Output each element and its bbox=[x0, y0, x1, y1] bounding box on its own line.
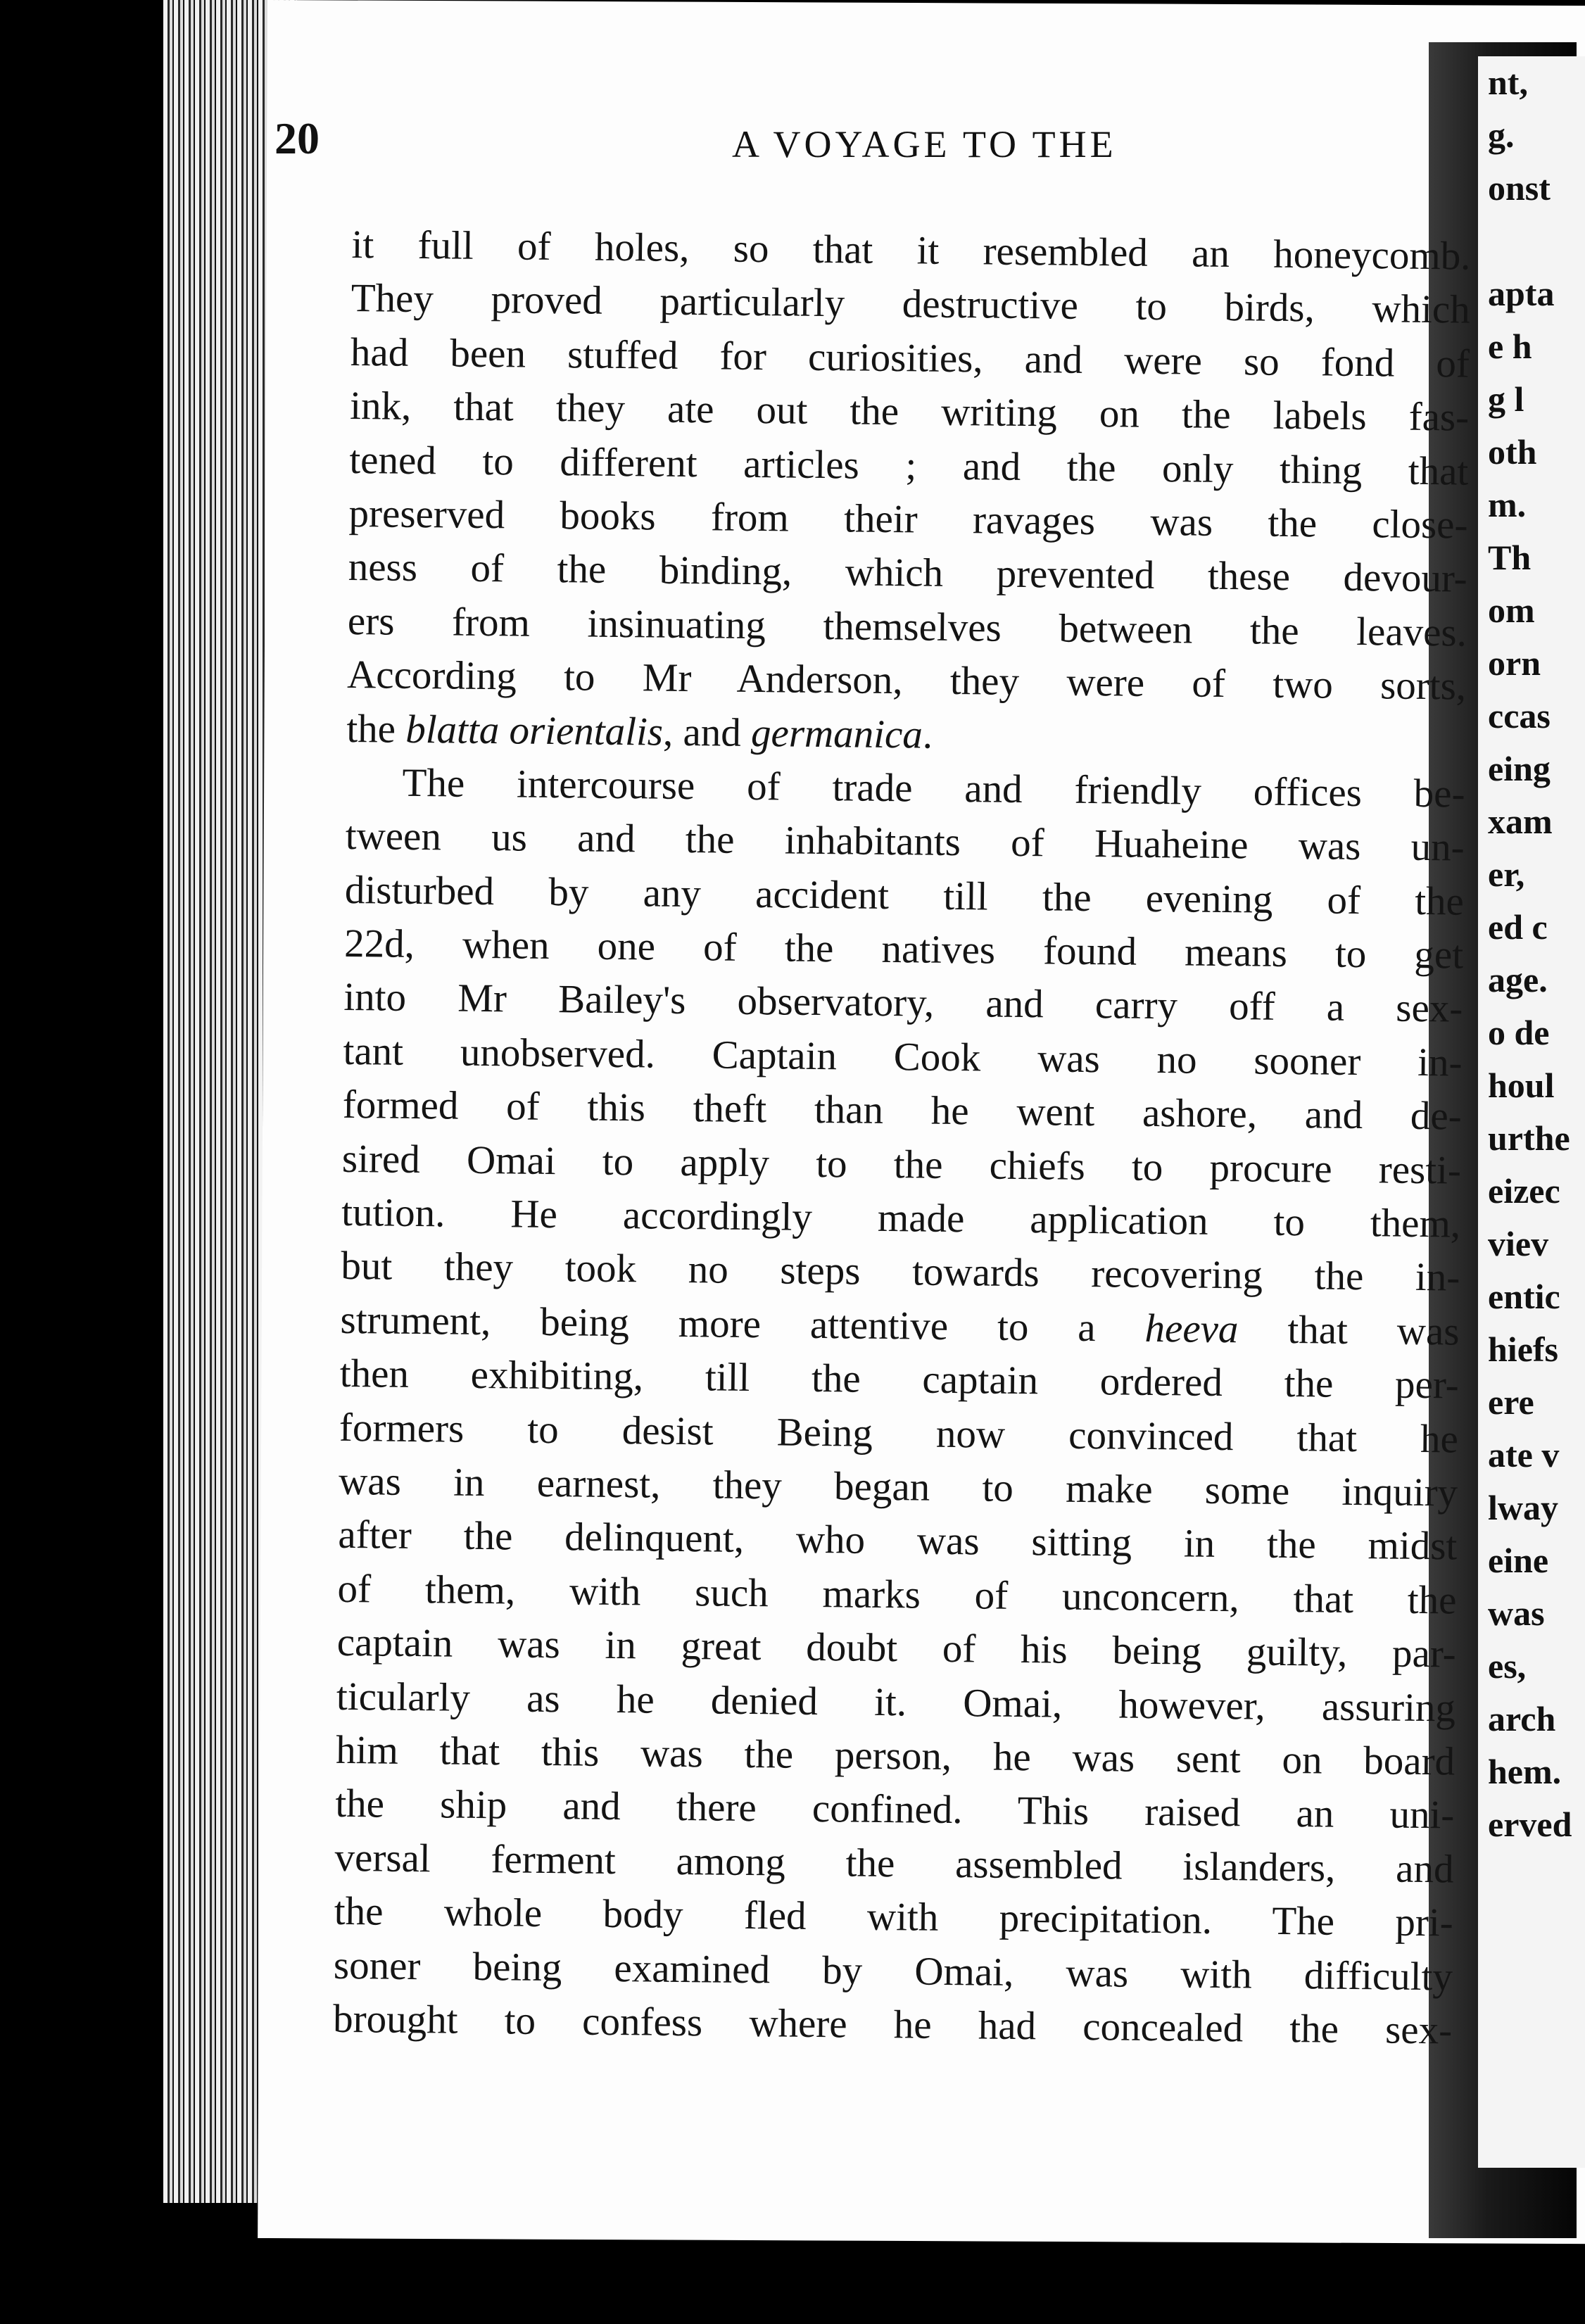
facing-page-fragment: eizec bbox=[1488, 1171, 1560, 1211]
facing-page-fragment bbox=[1478, 215, 1585, 267]
text-fragment: . bbox=[922, 712, 933, 757]
text-line: ticularly as he denied it. Omai, however, assuring bbox=[336, 1674, 1456, 1731]
text-line: ink, that they ate out the writing on the labels fas- bbox=[349, 384, 1470, 440]
facing-page-fragment: es, bbox=[1488, 1646, 1527, 1686]
facing-page-fragment: g. bbox=[1488, 115, 1515, 155]
facing-page bbox=[1478, 56, 1585, 2168]
text-line: brought to confess where he had concealed the sex- bbox=[332, 1996, 1453, 2053]
facing-page-fragment: ate v bbox=[1488, 1435, 1560, 1474]
text-line: They proved particularly destructive to birds, which bbox=[351, 276, 1471, 333]
text-line: after the delinquent, who was sitting in the midst bbox=[338, 1513, 1458, 1569]
facing-page-fragment: ere bbox=[1488, 1382, 1534, 1422]
facing-page-fragment: m. bbox=[1488, 485, 1527, 524]
facing-page-fragment: hem. bbox=[1488, 1752, 1562, 1791]
text-line: ness of the binding, which prevented these devour- bbox=[348, 545, 1468, 601]
text-line: into Mr Bailey's observatory, and carry off a sex- bbox=[343, 975, 1463, 1032]
text-line: tution. He accordingly made application to them, bbox=[341, 1189, 1461, 1246]
facing-page-fragment: was bbox=[1488, 1593, 1545, 1633]
facing-page-fragment: om bbox=[1488, 591, 1535, 630]
facing-page-fragment: ccas bbox=[1488, 696, 1551, 735]
facing-page-fragment: o de bbox=[1488, 1013, 1550, 1052]
text-line: disturbed by any accident till the evening of the bbox=[344, 867, 1465, 924]
text-fragment: strument, being more attentive to a bbox=[340, 1297, 1145, 1351]
text-line: ers from insinuating themselves between the leaves. bbox=[347, 598, 1467, 655]
text-line: was in earnest, they began to make some inquiry bbox=[338, 1458, 1458, 1515]
facing-page-fragment: nt, bbox=[1488, 63, 1528, 102]
facing-page-fragment: oth bbox=[1488, 432, 1537, 472]
text-line: it full of holes, so that it resembled an honeycomb. bbox=[351, 222, 1471, 279]
text-line: the whole body fled with precipitation. The pri- bbox=[334, 1888, 1454, 1945]
body-text bbox=[333, 218, 1471, 2058]
running-head bbox=[274, 113, 1471, 169]
text-line: preserved books from their ravages was the close- bbox=[348, 491, 1468, 548]
facing-page-fragment: Th bbox=[1488, 538, 1532, 577]
text-line: the ship and there confined. This raised an uni- bbox=[335, 1781, 1455, 1838]
text-line: tant unobserved. Captain Cook was no sooner in- bbox=[343, 1028, 1463, 1085]
italic-term: germanica bbox=[750, 710, 923, 757]
facing-page-fragment: eing bbox=[1488, 749, 1551, 788]
text-fragment: , and bbox=[662, 709, 752, 755]
facing-page-fragment: er, bbox=[1488, 854, 1525, 894]
text-line: soner being examined by Omai, was with difficulty bbox=[333, 1943, 1453, 2000]
text-fragment: the bbox=[346, 706, 406, 752]
text-line: him that this was the person, he was sent on board bbox=[335, 1727, 1455, 1784]
text-line: captain was in great doubt of his being guilty, par- bbox=[336, 1620, 1457, 1676]
facing-page-fragment: xam bbox=[1488, 802, 1553, 841]
italic-term: blatta orientalis bbox=[405, 707, 664, 754]
facing-page-fragment: eine bbox=[1488, 1541, 1549, 1580]
text-line: versal ferment among the assembled islanders, and bbox=[334, 1835, 1454, 1892]
text-line: The intercourse of trade and friendly offices be- bbox=[402, 760, 1465, 816]
italic-term: heeva bbox=[1144, 1306, 1239, 1352]
text-line: of them, with such marks of unconcern, that the bbox=[337, 1566, 1457, 1623]
facing-page-fragment: ed c bbox=[1488, 907, 1548, 947]
facing-page-fragment: onst bbox=[1488, 168, 1551, 208]
page-number: 20 bbox=[274, 113, 320, 163]
text-line: tween us and the inhabitants of Huaheine was un- bbox=[345, 814, 1465, 870]
text-line: but they took no steps towards recovering the in- bbox=[341, 1244, 1460, 1300]
text-line: tened to different articles ; and the only thing that bbox=[349, 437, 1469, 494]
text-line: According to Mr Anderson, they were of two sorts, bbox=[346, 652, 1467, 709]
facing-page-fragment: age. bbox=[1488, 960, 1548, 999]
facing-page-fragment: e h bbox=[1488, 327, 1532, 366]
facing-page-fragment: lway bbox=[1488, 1488, 1558, 1527]
facing-page-fragment: erved bbox=[1488, 1805, 1572, 1844]
text-line: had been stuffed for curiosities, and were so fond of bbox=[350, 329, 1470, 386]
facing-page-fragment: houl bbox=[1488, 1066, 1555, 1105]
running-title: A VOYAGE TO THE bbox=[732, 123, 1117, 165]
facing-page-fragment: g l bbox=[1488, 379, 1524, 419]
text-line: formers to desist Being now convinced that he bbox=[339, 1405, 1459, 1462]
facing-page-fragment: orn bbox=[1488, 643, 1541, 683]
facing-page-fragment: apta bbox=[1488, 274, 1555, 313]
text-line: 22d, when one of the natives found means to get bbox=[343, 921, 1464, 978]
facing-page-fragment: viev bbox=[1488, 1224, 1549, 1263]
text-line: formed of this theft than he went ashore, and de- bbox=[342, 1082, 1463, 1139]
text-line: then exhibiting, till the captain ordered the per- bbox=[339, 1351, 1460, 1408]
facing-page-fragment: entic bbox=[1488, 1277, 1560, 1316]
text-fragment: that was bbox=[1238, 1307, 1460, 1354]
text-line: sired Omai to apply to the chiefs to procure resti- bbox=[341, 1136, 1462, 1193]
facing-page-fragment: arch bbox=[1488, 1699, 1556, 1738]
facing-page-fragment: hiefs bbox=[1488, 1330, 1558, 1369]
facing-page-fragment: urthe bbox=[1488, 1118, 1570, 1158]
